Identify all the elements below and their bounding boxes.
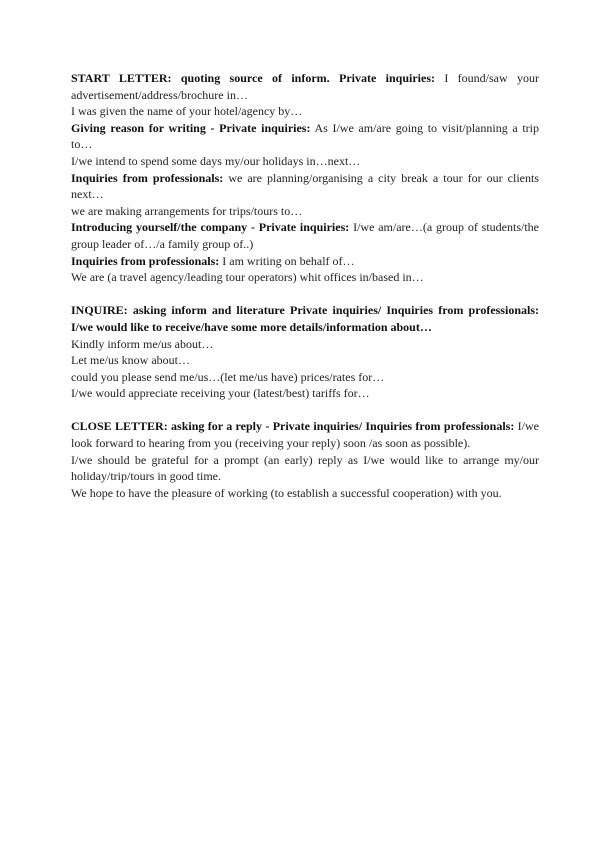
start-letter-paragraph [71, 70, 539, 103]
close-letter-paragraph [71, 418, 539, 451]
tariffs-line: I/we would appreciate receiving your (latest/best) tariffs for… [71, 386, 370, 401]
professionals-heading: Inquiries from professionals: [71, 170, 224, 185]
introducing-text: I/we am/are…(a group of students/the group leader of…/a family group of..) [71, 220, 539, 251]
behalf-text: I am writing on behalf of… [219, 253, 355, 268]
reason-text: As I/we am/are going to visit/planning a trip to… [71, 120, 539, 152]
start-letter-heading: START LETTER: quoting source of inform. Private inquiries: [71, 71, 435, 85]
close-letter-text: I/we look forward to hearing from you (receiving your reply) soon /as soon as possible). [71, 419, 539, 451]
document-page [71, 70, 539, 501]
cooperation-line: We hope to have the pleasure of working (to establish a successful cooperation) with you. [71, 485, 502, 500]
hotel-agency-line: I was given the name of your hotel/agency by… [71, 104, 303, 119]
section-spacer [71, 286, 539, 303]
introducing-paragraph [71, 219, 539, 252]
professionals-paragraph [71, 170, 539, 203]
send-prices-line: could you please send me/us…(let me/us have) prices/rates for… [71, 369, 385, 384]
kindly-inform-line: Kindly inform me/us about… [71, 336, 214, 351]
arrangements-line: we are making arrangements for trips/tours to… [71, 203, 303, 218]
grateful-line: I/we should be grateful for a prompt (an early) reply as I/we would like to arrange my/our holiday/trip/tours in good time. [71, 452, 539, 484]
start-letter-text: I found/saw your advertisement/address/brochure in… [71, 71, 539, 102]
introducing-heading: Introducing yourself/the company - Private inquiries: [71, 220, 350, 235]
close-letter-heading: CLOSE LETTER: asking for a reply - Private inquiries/ Inquiries from professionals: [71, 419, 515, 434]
professionals-text: we are planning/organising a city break a tour for our clients next… [71, 170, 539, 202]
behalf-heading: Inquiries from professionals: [71, 253, 220, 268]
reason-paragraph [71, 120, 539, 153]
agency-offices-line: We are (a travel agency/leading tour operators) whit offices in/based in… [71, 270, 424, 285]
inquire-heading: INQUIRE: asking inform and literature Private inquiries/ Inquiries from professionals: I/we would like to receive/have some more details/information about… [71, 303, 539, 334]
let-me-know-line: Let me/us know about… [71, 353, 190, 368]
holidays-line: I/we intend to spend some days my/our holidays in…next… [71, 153, 361, 168]
behalf-paragraph [71, 253, 539, 270]
inquire-paragraph [71, 302, 539, 335]
section-spacer [71, 402, 539, 419]
reason-heading: Giving reason for writing - Private inquiries: [71, 120, 311, 135]
